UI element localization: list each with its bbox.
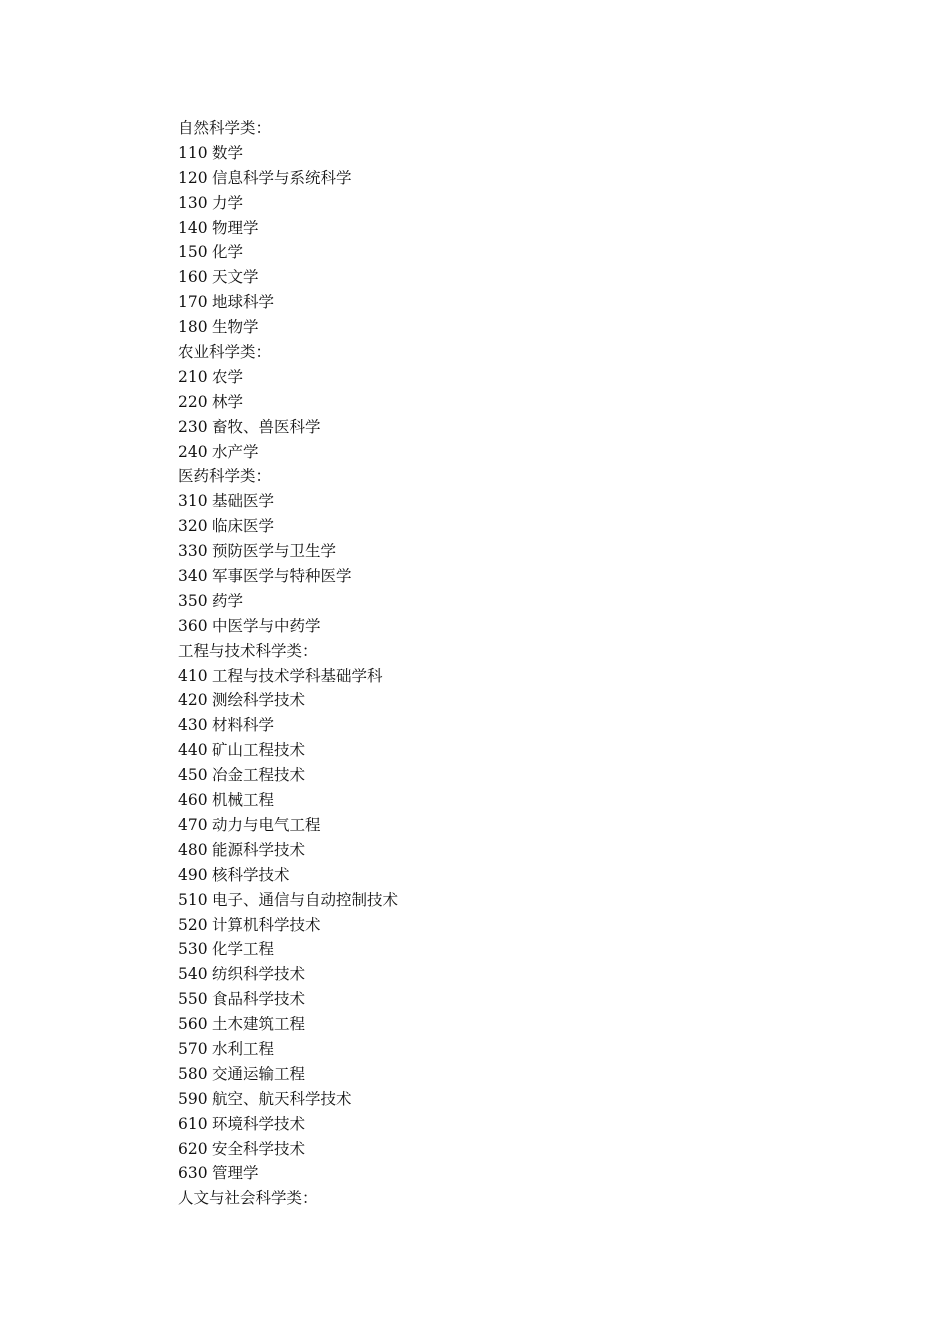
- discipline-name: 数学: [212, 143, 244, 162]
- section-heading: 医药科学类：: [178, 467, 272, 486]
- discipline-code: 460: [178, 791, 208, 810]
- list-item: [178, 962, 878, 987]
- discipline-name: 化学: [212, 243, 244, 262]
- discipline-code: 140: [178, 218, 208, 237]
- discipline-name: 天文学: [212, 268, 259, 287]
- discipline-code: 320: [178, 517, 208, 536]
- list-item: [178, 788, 878, 813]
- discipline-code: 360: [178, 616, 208, 635]
- list-item: [178, 315, 878, 340]
- discipline-code: 310: [178, 492, 208, 511]
- discipline-name: 农学: [212, 367, 244, 386]
- list-item: [178, 688, 878, 713]
- list-item: [178, 1087, 878, 1112]
- discipline-code: 210: [178, 367, 208, 386]
- discipline-name: 机械工程: [212, 791, 275, 810]
- discipline-code: 330: [178, 542, 208, 561]
- discipline-code: 230: [178, 417, 208, 436]
- discipline-name: 冶金工程技术: [212, 766, 306, 785]
- discipline-code: 160: [178, 268, 208, 287]
- discipline-name: 交通运输工程: [212, 1064, 306, 1083]
- discipline-code: 410: [178, 666, 208, 685]
- discipline-code: 540: [178, 965, 208, 984]
- discipline-name: 中医学与中药学: [212, 616, 321, 635]
- discipline-code: 340: [178, 567, 208, 586]
- list-item: [178, 514, 878, 539]
- discipline-name: 纺织科学技术: [212, 965, 306, 984]
- list-item: [178, 987, 878, 1012]
- list-item: [178, 838, 878, 863]
- list-item: [178, 415, 878, 440]
- section-heading: 农业科学类：: [178, 343, 272, 362]
- list-item: [178, 539, 878, 564]
- list-item: [178, 589, 878, 614]
- discipline-name: 水利工程: [212, 1039, 275, 1058]
- discipline-code: 550: [178, 990, 208, 1009]
- discipline-name: 基础医学: [212, 492, 275, 511]
- list-item: [178, 1037, 878, 1062]
- discipline-code: 420: [178, 691, 208, 710]
- discipline-name: 航空、航天科学技术: [212, 1089, 352, 1108]
- discipline-name: 工程与技术学科基础学科: [212, 666, 383, 685]
- discipline-code: 560: [178, 1015, 208, 1034]
- list-item: [178, 664, 878, 689]
- list-item: [178, 440, 878, 465]
- discipline-name: 林学: [212, 392, 244, 411]
- discipline-name: 食品科学技术: [212, 990, 306, 1009]
- discipline-code: 240: [178, 442, 208, 461]
- discipline-name: 电子、通信与自动控制技术: [212, 890, 399, 909]
- discipline-name: 安全科学技术: [212, 1139, 306, 1158]
- discipline-name: 力学: [212, 193, 244, 212]
- discipline-name: 地球科学: [212, 293, 275, 312]
- discipline-name: 预防医学与卫生学: [212, 542, 337, 561]
- discipline-name: 环境科学技术: [212, 1114, 306, 1133]
- discipline-code: 530: [178, 940, 208, 959]
- list-item: [178, 564, 878, 589]
- discipline-code: 620: [178, 1139, 208, 1158]
- list-item: [178, 863, 878, 888]
- list-item: [178, 240, 878, 265]
- discipline-name: 生物学: [212, 318, 259, 337]
- discipline-code: 220: [178, 392, 208, 411]
- discipline-name: 土木建筑工程: [212, 1015, 306, 1034]
- section-heading: 人文与社会科学类：: [178, 1189, 318, 1208]
- list-item: [178, 763, 878, 788]
- discipline-name: 药学: [212, 591, 244, 610]
- list-item: [178, 191, 878, 216]
- discipline-code: 590: [178, 1089, 208, 1108]
- discipline-code: 490: [178, 865, 208, 884]
- discipline-name: 能源科学技术: [212, 840, 306, 859]
- list-item: [178, 913, 878, 938]
- discipline-name: 核科学技术: [212, 865, 290, 884]
- discipline-code: 570: [178, 1039, 208, 1058]
- section-heading: 工程与技术科学类：: [178, 641, 318, 660]
- discipline-code: 150: [178, 243, 208, 262]
- discipline-code: 610: [178, 1114, 208, 1133]
- list-item: [178, 216, 878, 241]
- discipline-name: 化学工程: [212, 940, 275, 959]
- discipline-name: 材料科学: [212, 716, 275, 735]
- discipline-code: 630: [178, 1164, 208, 1183]
- list-item: [178, 489, 878, 514]
- discipline-code: 510: [178, 890, 208, 909]
- discipline-code: 350: [178, 591, 208, 610]
- list-item: [178, 1112, 878, 1137]
- discipline-name: 计算机科学技术: [212, 915, 321, 934]
- list-item: [178, 614, 878, 639]
- list-item: [178, 166, 878, 191]
- discipline-name: 矿山工程技术: [212, 741, 306, 760]
- discipline-code: 120: [178, 168, 208, 187]
- list-item: [178, 1161, 878, 1186]
- discipline-code: 130: [178, 193, 208, 212]
- list-item: [178, 141, 878, 166]
- list-item: [178, 365, 878, 390]
- list-item: [178, 1012, 878, 1037]
- discipline-name: 军事医学与特种医学: [212, 567, 352, 586]
- discipline-code: 520: [178, 915, 208, 934]
- list-item: [178, 738, 878, 763]
- discipline-code: 580: [178, 1064, 208, 1083]
- section-heading: 自然科学类：: [178, 119, 272, 137]
- discipline-code: 180: [178, 318, 208, 337]
- discipline-code: 480: [178, 840, 208, 859]
- discipline-name: 管理学: [212, 1164, 259, 1183]
- discipline-code: 170: [178, 293, 208, 312]
- discipline-name: 信息科学与系统科学: [212, 168, 352, 187]
- list-item: [178, 1062, 878, 1087]
- list-item: [178, 1137, 878, 1162]
- discipline-code: 470: [178, 815, 208, 834]
- list-item: [178, 265, 878, 290]
- discipline-name: 临床医学: [212, 517, 275, 536]
- list-item: [178, 888, 878, 913]
- list-item: [178, 390, 878, 415]
- discipline-code: 430: [178, 716, 208, 735]
- discipline-code-list: [178, 116, 878, 1211]
- discipline-name: 物理学: [212, 218, 259, 237]
- list-item: [178, 290, 878, 315]
- list-item: [178, 813, 878, 838]
- discipline-code: 450: [178, 766, 208, 785]
- discipline-code: 110: [178, 143, 208, 162]
- list-item: [178, 937, 878, 962]
- discipline-name: 动力与电气工程: [212, 815, 321, 834]
- discipline-name: 水产学: [212, 442, 259, 461]
- discipline-name: 测绘科学技术: [212, 691, 306, 710]
- list-item: [178, 713, 878, 738]
- discipline-code: 440: [178, 741, 208, 760]
- discipline-name: 畜牧、兽医科学: [212, 417, 321, 436]
